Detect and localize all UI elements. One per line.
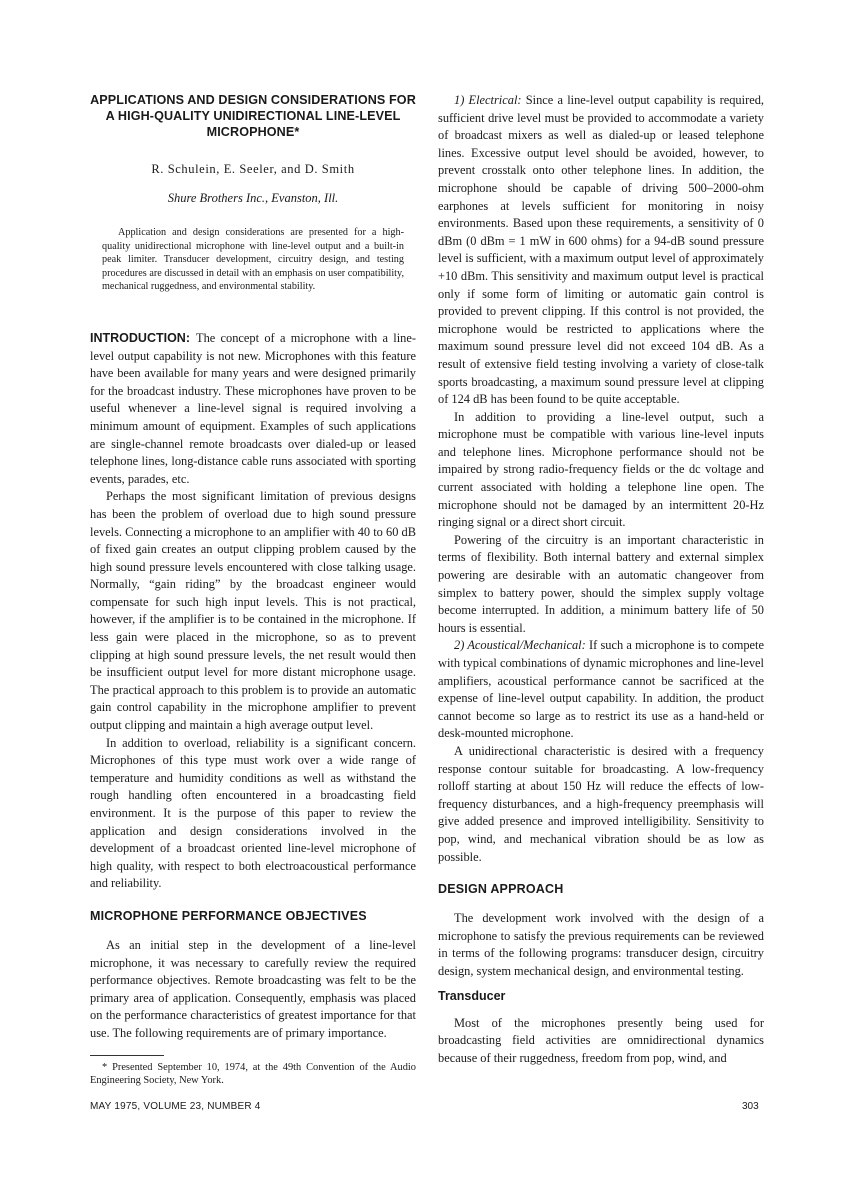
abstract-text: Application and design considerations are presented for a high-quality unidirectional microphone with line-level output and a built-in peak limiter. Transducer development, circuitry design, and testing procedures are discussed in detail with an emphasis on user compatibility, mechanical ruggedness, and environmental stability.	[102, 227, 404, 293]
abstract	[102, 226, 404, 294]
objectives-heading: MICROPHONE PERFORMANCE OBJECTIVES	[90, 908, 367, 923]
footnote	[90, 1061, 416, 1088]
intro-paragraph-1	[90, 330, 416, 488]
acoustical-text: If such a microphone is to compete with typical combinations of dynamic microphones and line-level amplifiers, acoustical performance cannot be sacrificed at the expense of line-level output capability. In addition, the product cannot become so large as to restrict its use as a hand-held or desk-mounted microphone.	[438, 638, 764, 741]
intro-paragraph-3: In addition to overload, reliability is a significant concern. Microphones of this type must work over a wide range of temperature and humidity conditions as well as withstand the rough handling often encountered in a broadcasting field environment. It is the purpose of this paper to review the application and design considerations involved in the development of a broadcast oriented line-level microphone of high quality, with respect to both electroacoustical performance and reliability.	[90, 735, 416, 891]
footnote-text: * Presented September 10, 1974, at the 49th Convention of the Audio Engineering Society, New York.	[90, 1062, 416, 1087]
transducer-paragraph: Most of the microphones presently being used for broadcasting field activities are omnidirectional dynamics because of their ruggedness, freedom from pop, wind, and	[438, 1015, 764, 1065]
electrical-text: Since a line-level output capability is required, sufficient drive level must be provided to accommodate a variety of broadcast mixers as well as dialed-up or leased telephone lines. Excessive output level should be avoided, however, to prevent crosstalk onto other telephone lines. In addition, the microphone should be capable of driving 500–2000-ohm earphones at levels sufficient for monitoring in noisy environments. Based upon these requirements, a sensitivity of 0 dBm (0 dBm = 1 mW in 600 ohms) for a 94-dB sound pressure level is sufficient, with a maximum output level of approximately +10 dBm. This sensitivity and maximum output level is practical only if some form of limiting or automatic gain control is provided to prevent clipping. If this control is not provided, the microphone would be restricted to applications where the maximum sound pressure level did not exceed 104 dB. As a result of extensive field testing involving a variety of close-talk sports broadcasting, a maximum sound pressure level at clipping of 124 dB has been found to be quite acceptable.	[438, 93, 764, 407]
paper-title: APPLICATIONS AND DESIGN CONSIDERATIONS FOR A HIGH-QUALITY UNIDIRECTIONAL LINE-LEVEL MICROPHONE*	[90, 93, 416, 139]
intro-paragraph-2: Perhaps the most significant limitation of previous designs has been the problem of overload due to high sound pressure levels. Connecting a microphone to an amplifier with 40 to 60 dB of fixed gain creates an output clipping problem caused by the high sound pressure levels encountered with close talking usage. Normally, “gain riding” by the broadcast engineer would compensate for such high input levels. This is not practical, however, if the amplifier is to be contained in the microphone. If less gain were placed in the microphone, so as to prevent clipping at high sound pressure levels, the net result would then be insufficient output level for more distant microphone usage. The practical approach to this problem is to provide an automatic gain control capability in the microphone amplifier to prevent output clipping and maintain a high average output level.	[90, 489, 416, 733]
electrical-paragraph	[438, 92, 764, 409]
line-level-paragraph: In addition to providing a line-level output, such a microphone must be compatible with various line-level inputs and telephone lines. Microphone performance should not be impaired by strong radio-frequency fields or the dc voltage and current associated with holding a telephone line open. The microphone should not be damaged by an intermittent 20-Hz ringing signal or a direct short circuit.	[438, 409, 764, 530]
electrical-label: 1) Electrical:	[454, 93, 522, 107]
unidirectional-paragraph: A unidirectional characteristic is desired with a frequency response contour suitable for broadcasting. A low-frequency rolloff starting at about 150 Hz will reduce the effects of low-frequency disturbances, and a high-frequency preemphasis will give added presence and improved intelligibility. Sensitivity to pop, wind, and mechanical vibration should be as low as possible.	[438, 743, 764, 864]
acoustical-label: 2) Acoustical/Mechanical:	[454, 638, 586, 653]
intro-paragraph-1-text: The concept of a microphone with a line-level output capability is not new. Microphones with this feature have been available for many years and were designed primarily for the broadcast industry. These microphones have proven to be useful whenever a line-level signal is required involving a minimum amount of equipment. Examples of such applications are single-channel remote broadcasts over dialed-up or leased telephone lines, long-distance cable runs associated with sporting events, parades, etc.	[90, 330, 416, 486]
acoustical-paragraph	[438, 637, 764, 743]
author-affiliation: Shure Brothers Inc., Evanston, Ill.	[167, 191, 339, 205]
paper-authors: R. Schulein, E. Seeler, and D. Smith	[151, 162, 355, 176]
page-number: 303	[742, 1101, 759, 1112]
transducer-heading: Transducer	[438, 988, 506, 1003]
design-approach-heading: DESIGN APPROACH	[438, 882, 564, 897]
right-column	[438, 92, 764, 1067]
footnote-rule	[90, 1055, 164, 1056]
journal-citation: MAY 1975, VOLUME 23, NUMBER 4	[90, 1101, 261, 1112]
left-column	[90, 92, 416, 1043]
design-approach-paragraph: The development work involved with the design of a microphone to satisfy the previous requirements can be reviewed in terms of the following programs: transducer design, circuitry design, system mechanical design, and environmental testing.	[438, 911, 764, 978]
intro-heading: INTRODUCTION:	[90, 330, 190, 345]
powering-paragraph: Powering of the circuitry is an important characteristic in terms of flexibility. Both internal battery and external simplex powering are desirable with an automatic changeover from simplex to battery power, should the simplex supply voltage become interrupted. In addition, a minimum battery life of 50 hours is essential.	[438, 532, 764, 635]
objectives-paragraph-1: As an initial step in the development of a line-level microphone, it was necessary to carefully review the required performance objectives. Remote broadcasting was felt to be the primary area of application. Consequently, emphasis was placed on the performance characteristics of greatest importance for that use. The following requirements are of primary importance.	[90, 937, 416, 1040]
